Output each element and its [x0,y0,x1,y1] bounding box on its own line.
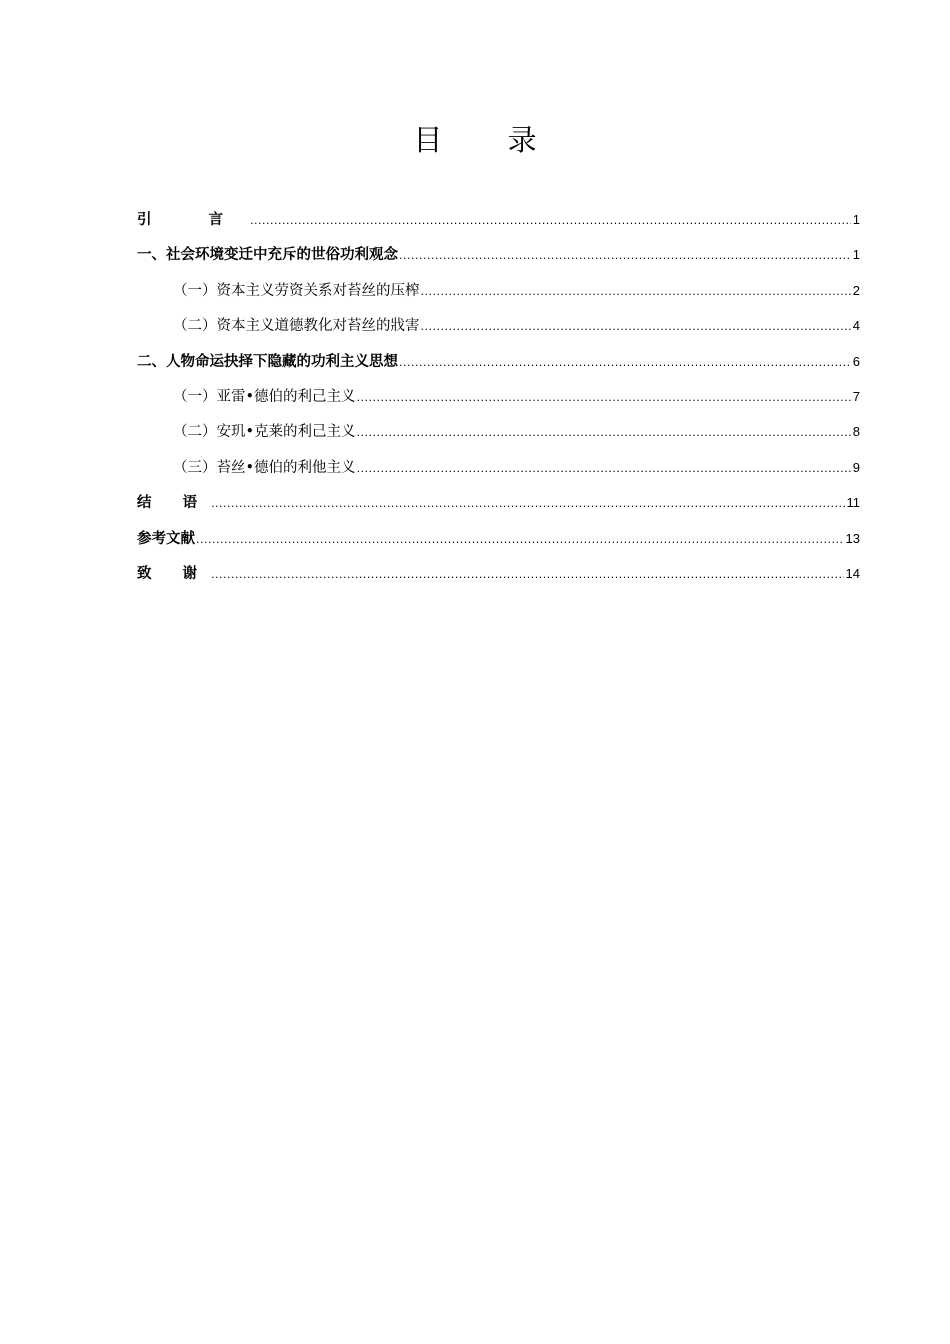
toc-page-number: 1 [852,247,860,263]
toc-title: 目 录 [413,123,565,157]
toc-dot-leader [421,274,851,309]
toc-page-number: 6 [852,353,860,369]
toc-dot-leader [357,415,851,450]
toc-entry-section-2-1[interactable] [137,379,860,414]
toc-entry-label: （一）资本主义劳资关系对苔丝的压榨 [173,282,420,299]
toc-entry-label: （二）资本主义道德教化对苔丝的戕害 [173,318,420,335]
toc-entry-label: 二、人物命运抉择下隐藏的功利主义思想 [137,353,398,370]
toc-page-number: 13 [845,530,860,546]
toc-entry-acknowledgements[interactable] [137,556,860,591]
toc-entry-label: 参考文献 [137,530,195,547]
toc-entry-conclusion[interactable] [137,485,860,520]
toc-dot-leader [211,486,844,521]
toc-entry-label: 一、社会环境变迁中充斥的世俗功利观念 [137,247,398,264]
toc-entry-section-1-2[interactable] [137,308,860,343]
toc-page-number: 4 [852,318,860,334]
toc-entry-references[interactable] [137,521,860,556]
toc-page-number: 2 [852,282,860,298]
toc-page-number: 9 [852,459,860,475]
toc-dot-leader [196,522,844,557]
toc-page-number: 11 [846,495,860,511]
toc-page-number: 1 [852,212,860,227]
toc-entry-chapter-2[interactable] [137,344,860,379]
toc-entry-chapter-1[interactable] [137,237,860,272]
toc-dot-leader [357,380,851,415]
toc-dot-leader [250,203,851,238]
toc-entry-label: 结 语 [137,495,211,512]
toc-dot-leader [399,238,851,273]
toc-entry-section-1-1[interactable] [137,273,860,308]
toc-page-number: 7 [852,388,860,404]
toc-entry-introduction[interactable] [137,202,860,237]
toc-page-number: 8 [852,424,860,440]
toc-entry-section-2-2[interactable] [137,414,860,449]
toc-entry-section-2-3[interactable] [137,450,860,485]
table-of-contents [137,202,860,591]
toc-dot-leader [399,345,851,380]
toc-entry-label: （一）亚雷•德伯的利己主义 [173,388,356,405]
toc-dot-leader [421,309,851,344]
toc-entry-label: （二）安玑•克莱的利己主义 [173,424,356,441]
toc-entry-label: 引 言 [137,212,250,228]
toc-dot-leader [357,451,851,486]
toc-entry-label: （三）苔丝•德伯的利他主义 [173,459,356,476]
toc-entry-label: 致 谢 [137,565,211,582]
toc-page-number: 14 [845,565,860,581]
toc-dot-leader [211,557,843,592]
